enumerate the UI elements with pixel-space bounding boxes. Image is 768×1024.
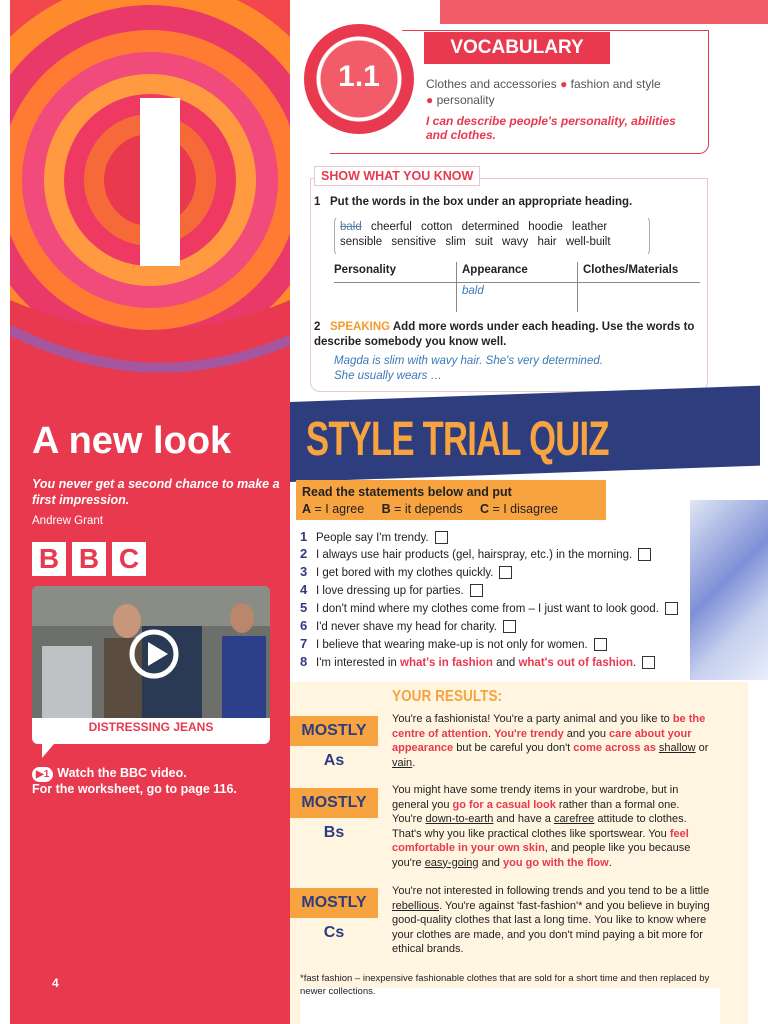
quiz-title xyxy=(306,412,609,467)
result-b-text xyxy=(392,783,712,870)
unit-number-graphic xyxy=(140,98,180,266)
quiz-statement xyxy=(300,529,448,544)
speech-bubble-tail xyxy=(42,744,54,758)
mostly-c-label: MOSTLY Cs xyxy=(290,888,378,918)
show-what-you-know-title: SHOW WHAT YOU KNOW xyxy=(314,166,480,186)
vocabulary-label: VOCABULARY xyxy=(424,32,610,64)
statement-highlight: what's in fashion xyxy=(400,657,493,669)
result-text: rather than a formal one. You're xyxy=(392,798,680,825)
exercise-number: 1 xyxy=(314,196,321,208)
statement-text: I love dressing up for parties. xyxy=(316,585,464,597)
statement-text: I get bored with my clothes quickly. xyxy=(316,567,494,579)
table-divider xyxy=(456,262,457,312)
result-underlined: rebellious xyxy=(392,899,440,912)
answer-checkbox[interactable] xyxy=(435,531,448,544)
result-underlined: easy-going xyxy=(424,856,479,869)
option-key: C xyxy=(479,502,489,516)
table-example: bald xyxy=(462,285,484,297)
result-highlight: feel comfortable in your own skin xyxy=(392,827,689,854)
mostly-a-label: MOSTLY As xyxy=(290,716,378,746)
result-text: You might have some trendy items in your wardrobe, but in general you xyxy=(392,784,679,811)
topic-item: fashion and style xyxy=(570,77,661,91)
quiz-statement xyxy=(300,546,651,561)
worksheet-line[interactable]: For the worksheet, go to page 116. xyxy=(32,782,237,796)
exercise-number: 2 xyxy=(314,321,321,333)
statement-highlight: what's out of fashion xyxy=(518,657,633,669)
table-divider xyxy=(577,262,578,312)
example-answer xyxy=(334,354,694,384)
bbc-logo-letter: B xyxy=(72,542,106,576)
result-underlined: carefree xyxy=(553,813,595,825)
quiz-statement xyxy=(300,582,483,597)
exercise-instruction: Add more words under each heading. Use the words to describe somebody you know well. xyxy=(314,321,695,348)
table-header-personality: Personality xyxy=(334,264,396,276)
result-text: but be careful you don't xyxy=(453,742,574,754)
answer-checkbox[interactable] xyxy=(470,584,483,597)
option-text: = I disagree xyxy=(492,502,559,516)
watch-line: Watch the BBC video. xyxy=(57,766,187,780)
answer-checkbox[interactable] xyxy=(499,566,512,579)
option-text: = it depends xyxy=(394,502,463,516)
answer-checkbox[interactable] xyxy=(594,638,607,651)
result-c-text xyxy=(392,884,712,957)
quiz-statement xyxy=(300,600,678,615)
result-text: and xyxy=(478,856,503,869)
option-text: = I agree xyxy=(314,502,365,516)
results-title: YOUR RESULTS: xyxy=(392,688,503,705)
quote-text: You never get a second chance to make a first impression. xyxy=(32,477,280,507)
statement-text: People say I'm trendy. xyxy=(316,532,429,544)
statement-text: I'd never shave my head for charity. xyxy=(316,621,497,633)
example-line: Magda is slim with wavy hair. She's very determined. xyxy=(334,355,603,367)
result-highlight: You're trendy xyxy=(494,727,564,740)
result-text: You're not interested in following trends and you tend to be a little xyxy=(392,885,710,897)
exercise-1 xyxy=(314,196,632,208)
topic-item: Clothes and accessories xyxy=(426,77,557,91)
footnote: *fast fashion – inexpensive fashionable clothes that are sold for a short time and then replaced by newer collections. xyxy=(300,973,710,997)
result-text: You're a fashionista! You're a party animal and you like to xyxy=(392,713,673,725)
bullet-icon: ● xyxy=(560,77,568,91)
video-icon: ▶1 xyxy=(32,767,53,782)
result-text: . xyxy=(608,856,612,869)
quiz-statement xyxy=(300,636,607,651)
option-key: A xyxy=(302,502,312,516)
result-text: . You're against 'fast-fashion'* and you believe in buying good-quality clothes that last a long time. You like to know where your clothes are made, and you don't mind paying a bit more for ethical brands. xyxy=(392,899,710,955)
result-highlight: go for a casual look xyxy=(452,798,556,811)
statement-number: 3 xyxy=(300,564,308,579)
page-title: A new look xyxy=(32,420,232,462)
result-highlight: be the centre of attention xyxy=(392,713,706,740)
unit-code: 1.1 xyxy=(338,60,380,93)
answer-checkbox[interactable] xyxy=(642,656,655,669)
table-header-clothes: Clothes/Materials xyxy=(583,264,679,276)
bullet-icon: ● xyxy=(426,93,434,107)
watch-instruction xyxy=(32,766,237,797)
statement-number: 8 xyxy=(300,654,308,669)
learning-objective: I can describe people's personality, abilities and clothes. xyxy=(426,114,676,142)
table-header-appearance: Appearance xyxy=(462,264,528,276)
answer-checkbox[interactable] xyxy=(665,602,678,615)
bbc-logo-letter: C xyxy=(112,542,146,576)
word-row-1 xyxy=(340,221,607,233)
result-underlined: vain xyxy=(392,756,413,769)
result-text: , and people like you because you're xyxy=(392,842,691,869)
statement-number: 4 xyxy=(300,582,308,597)
result-text: and have a xyxy=(493,813,554,825)
quiz-statement xyxy=(300,654,655,669)
result-text: attitude to clothes. That's why you like practical clothes like sportswear. You xyxy=(392,813,687,840)
video-caption: DISTRESSING JEANS xyxy=(88,720,214,734)
result-highlight: care about your appearance xyxy=(392,727,692,754)
option-key: B xyxy=(381,502,391,516)
denim-texture-image xyxy=(690,500,768,680)
statement-text: I believe that wearing make-up is not only for women. xyxy=(316,639,588,651)
answer-checkbox[interactable] xyxy=(503,620,516,633)
exercise-2 xyxy=(314,320,700,350)
topic-item: personality xyxy=(436,93,495,107)
exercise-instruction: Put the words in the box under an appropriate heading. xyxy=(330,196,633,208)
statement-number: 2 xyxy=(300,546,308,561)
struck-word: bald xyxy=(340,221,362,233)
result-highlight: you go with the flow xyxy=(502,856,609,869)
result-underlined: down-to-earth xyxy=(425,813,494,825)
statement-text: I always use hair products (gel, hairspray, etc.) in the morning. xyxy=(316,549,633,561)
result-text: . xyxy=(412,756,416,769)
statement-text: I don't mind where my clothes come from – I just want to look good. xyxy=(316,603,659,615)
result-text: . xyxy=(487,727,495,740)
statement-text: . xyxy=(633,657,637,669)
table-rule xyxy=(334,282,700,283)
result-text: and you xyxy=(563,727,609,740)
result-underlined: shallow xyxy=(658,742,696,754)
video-number: 1 xyxy=(43,769,50,780)
bbc-logo-letter: B xyxy=(32,542,66,576)
quiz-options xyxy=(302,502,558,516)
quiz-statement xyxy=(300,618,516,633)
quote-author: Andrew Grant xyxy=(32,515,103,527)
answer-checkbox[interactable] xyxy=(638,548,651,561)
quiz-instruction: Read the statements below and put xyxy=(302,485,512,499)
statement-number: 6 xyxy=(300,618,308,633)
mostly-b-label: MOSTLY Bs xyxy=(290,788,378,818)
result-text: or xyxy=(695,742,709,754)
top-banner xyxy=(440,0,768,24)
statement-text: I'm interested in xyxy=(316,657,397,669)
word-list: cheerful cotton determined hoodie leather xyxy=(370,221,608,233)
unit-opener-panel xyxy=(10,0,290,1024)
statement-number: 1 xyxy=(300,529,308,544)
example-line: She usually wears … xyxy=(334,370,443,382)
result-a-text xyxy=(392,712,712,770)
word-row-2: sensible sensitive slim suit wavy hair well-built xyxy=(340,236,611,248)
statement-number: 5 xyxy=(300,600,308,615)
speaking-label: SPEAKING xyxy=(330,321,391,333)
quiz-title-quiz: QUIZ xyxy=(529,413,609,466)
statement-number: 7 xyxy=(300,636,308,651)
quiz-statement xyxy=(300,564,512,579)
video-thumbnail[interactable] xyxy=(32,586,270,718)
topics-list xyxy=(426,76,706,108)
quiz-title-main: STYLE TRIAL xyxy=(306,413,521,466)
page-number: 4 xyxy=(52,976,59,990)
video-card[interactable] xyxy=(32,586,270,744)
result-highlight: come across as xyxy=(573,742,656,754)
statement-text: and xyxy=(496,657,516,669)
